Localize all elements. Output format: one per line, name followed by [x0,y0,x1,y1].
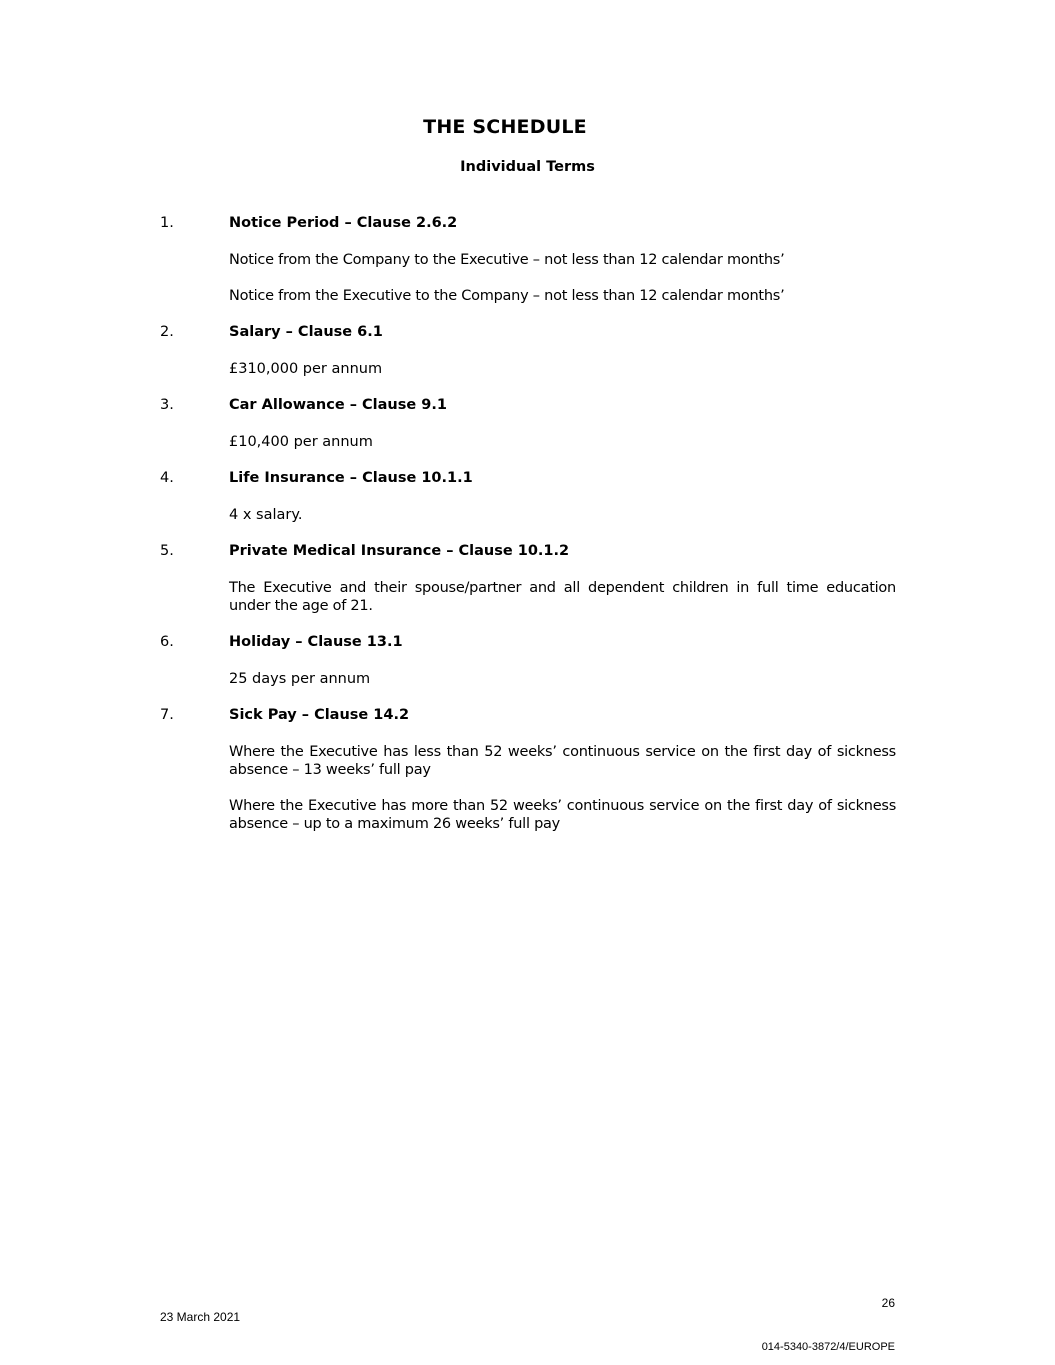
item-paragraph: Notice from the Executive to the Company – not less than 12 calendar months’ [229,288,785,304]
schedule-item-life-insurance [160,469,896,524]
schedule-item-sick-pay [160,706,896,833]
schedule-item-car-allowance [160,396,896,451]
item-paragraph: £310,000 per annum [229,361,383,377]
document-subtitle: Individual Terms [460,159,595,175]
page-number: 26 [881,1296,895,1310]
item-paragraph: Notice from the Company to the Executive – not less than 12 calendar months’ [229,252,785,268]
schedule-item-salary [160,323,896,378]
item-heading: Life Insurance – Clause 10.1.1 [229,470,473,486]
item-heading: Private Medical Insurance – Clause 10.1.2 [229,543,570,559]
item-number: 4. [160,470,174,486]
item-paragraph: Where the Executive has less than 52 weeks’ continuous service on the first day of sickness absence – 13 weeks’ full pay [229,744,896,778]
item-number: 6. [160,634,174,650]
item-number: 3. [160,397,174,413]
item-number: 5. [160,543,174,559]
item-heading: Holiday – Clause 13.1 [229,634,403,650]
item-heading: Notice Period – Clause 2.6.2 [229,215,458,231]
item-number: 2. [160,324,174,340]
item-paragraph: The Executive and their spouse/partner and all dependent children in full time education under the age of 21. [229,580,896,614]
item-paragraph: 25 days per annum [229,671,371,687]
document-reference: 014-5340-3872/4/EUROPE [761,1341,895,1353]
item-paragraph: 4 x salary. [229,507,303,523]
item-paragraph: Where the Executive has more than 52 weeks’ continuous service on the first day of sickness absence – up to a maximum 26 weeks’ full pay [229,798,896,832]
item-number: 7. [160,707,174,723]
item-heading: Car Allowance – Clause 9.1 [229,397,447,413]
schedule-item-notice-period [160,214,896,305]
schedule-item-private-medical-insurance [160,542,896,615]
item-heading: Salary – Clause 6.1 [229,324,383,340]
schedule-item-holiday [160,633,896,688]
footer-date: 23 March 2021 [160,1310,241,1324]
item-heading: Sick Pay – Clause 14.2 [229,707,410,723]
item-number: 1. [160,215,174,231]
schedule-items [160,214,896,833]
item-paragraph: £10,400 per annum [229,434,373,450]
document-title: THE SCHEDULE [423,116,587,138]
